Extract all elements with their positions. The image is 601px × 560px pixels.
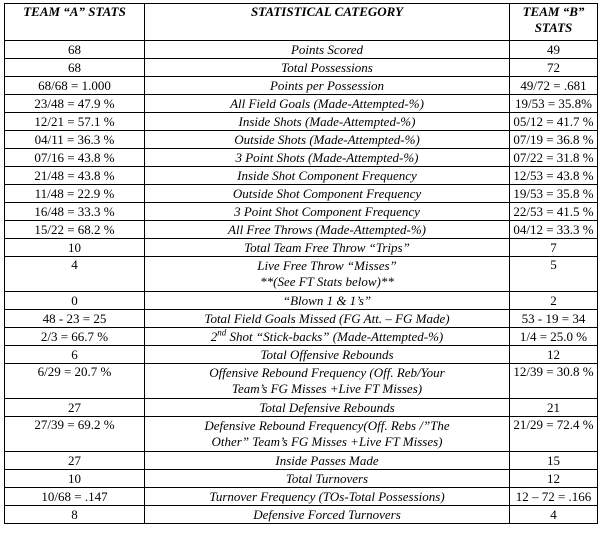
category-header: STATISTICAL CATEGORY [145,4,510,41]
team-a-value: 21/48 = 43.8 % [5,167,145,185]
team-a-value: 0 [5,292,145,310]
category-label: Total Team Free Throw “Trips” [145,239,510,257]
table-row [5,221,598,239]
category-label: Outside Shots (Made-Attempted-%) [145,131,510,149]
category-line-1: Offensive Rebound Frequency (Off. Reb/Your [209,365,445,380]
table-row [5,346,598,364]
category-label: Total Defensive Rebounds [145,399,510,417]
category-label: 3 Point Shot Component Frequency [145,203,510,221]
table-row [5,203,598,221]
table-row [5,131,598,149]
category-label: 3 Point Shots (Made-Attempted-%) [145,149,510,167]
category-label: “Blown 1 & 1’s” [145,292,510,310]
team-a-header: TEAM “A” STATS [5,4,145,41]
category-label: Inside Passes Made [145,452,510,470]
category-label [145,257,510,292]
stats-table [4,3,598,524]
category-label: Defensive Forced Turnovers [145,506,510,524]
team-b-value: 49/72 = .681 [510,77,598,95]
table-row [5,470,598,488]
team-b-value: 1/4 = 25.0 % [510,328,598,346]
category-label: All Field Goals (Made-Attempted-%) [145,95,510,113]
team-a-value: 16/48 = 33.3 % [5,203,145,221]
category-label [145,364,510,399]
team-b-value: 12/39 = 30.8 % [510,364,598,399]
team-a-value: 10/68 = .147 [5,488,145,506]
category-line-2: Team’s FG Misses +Live FT Misses) [231,381,423,396]
category-label: All Free Throws (Made-Attempted-%) [145,221,510,239]
category-label: Total Field Goals Missed (FG Att. – FG Made) [145,310,510,328]
table-row [5,328,598,346]
team-a-value: 4 [5,257,145,292]
team-a-value: 07/16 = 43.8 % [5,149,145,167]
category-prefix: 2 [210,328,218,344]
category-label: Points per Possession [145,77,510,95]
category-label: Inside Shots (Made-Attempted-%) [145,113,510,131]
table-row [5,452,598,470]
category-line-2: Other” Team’s FG Misses +Live FT Misses) [211,434,443,449]
category-label: Inside Shot Component Frequency [145,167,510,185]
table-row [5,167,598,185]
team-b-value: 12 – 72 = .166 [510,488,598,506]
team-a-value: 2/3 = 66.7 % [5,328,145,346]
category-label [145,417,510,452]
team-b-value: 7 [510,239,598,257]
table-row [5,113,598,131]
table-row [5,292,598,310]
table-row [5,417,598,452]
team-a-value: 68 [5,59,145,77]
team-b-value: 53 - 19 = 34 [510,310,598,328]
table-row [5,364,598,399]
team-b-value: 12/53 = 43.8 % [510,167,598,185]
team-a-value: 15/22 = 68.2 % [5,221,145,239]
team-b-value: 49 [510,41,598,59]
category-line-1: Defensive Rebound Frequency(Off. Rebs /”The [204,418,450,433]
category-line-1: Live Free Throw “Misses” [257,258,397,273]
team-a-value: 10 [5,470,145,488]
team-b-value: 07/19 = 36.8 % [510,131,598,149]
team-b-value: 19/53 = 35.8% [510,95,598,113]
team-b-value: 12 [510,346,598,364]
team-b-value: 05/12 = 41.7 % [510,113,598,131]
team-b-value: 15 [510,452,598,470]
team-b-value: 21/29 = 72.4 % [510,417,598,452]
team-a-value: 68 [5,41,145,59]
category-suffix: Shot “Stick-backs” (Made-Attempted-%) [226,328,444,344]
team-b-value: 19/53 = 35.8 % [510,185,598,203]
team-b-value: 2 [510,292,598,310]
table-row [5,77,598,95]
team-a-value: 04/11 = 36.3 % [5,131,145,149]
table-row [5,506,598,524]
team-a-value: 48 - 23 = 25 [5,310,145,328]
table-row [5,257,598,292]
table-row [5,488,598,506]
team-a-value: 8 [5,506,145,524]
team-a-value: 10 [5,239,145,257]
team-a-value: 27/39 = 69.2 % [5,417,145,452]
team-b-value: 04/12 = 33.3 % [510,221,598,239]
team-b-value: 5 [510,257,598,292]
team-a-value: 27 [5,452,145,470]
team-a-value: 27 [5,399,145,417]
table-row [5,41,598,59]
table-row [5,185,598,203]
table-row [5,59,598,77]
team-b-value: 22/53 = 41.5 % [510,203,598,221]
team-a-value: 12/21 = 57.1 % [5,113,145,131]
team-a-value: 23/48 = 47.9 % [5,95,145,113]
header-row [5,4,598,41]
table-row [5,239,598,257]
category-label: Total Turnovers [145,470,510,488]
category-label: Outside Shot Component Frequency [145,185,510,203]
team-a-value: 11/48 = 22.9 % [5,185,145,203]
category-label: Turnover Frequency (TOs-Total Possessions) [145,488,510,506]
team-b-header: TEAM “B” STATS [510,4,598,41]
team-b-value: 12 [510,470,598,488]
team-b-value: 4 [510,506,598,524]
table-row [5,95,598,113]
category-label: Points Scored [145,41,510,59]
category-label: Total Possessions [145,59,510,77]
team-a-value: 68/68 = 1.000 [5,77,145,95]
team-b-value: 21 [510,399,598,417]
team-b-value: 72 [510,59,598,77]
team-a-value: 6 [5,346,145,364]
category-label [145,328,510,346]
category-superscript: nd [217,327,227,338]
team-a-value: 6/29 = 20.7 % [5,364,145,399]
team-b-value: 07/22 = 31.8 % [510,149,598,167]
table-row [5,149,598,167]
table-row [5,310,598,328]
category-label: Total Offensive Rebounds [145,346,510,364]
table-row [5,399,598,417]
category-line-2: **(See FT Stats below)** [260,274,394,289]
